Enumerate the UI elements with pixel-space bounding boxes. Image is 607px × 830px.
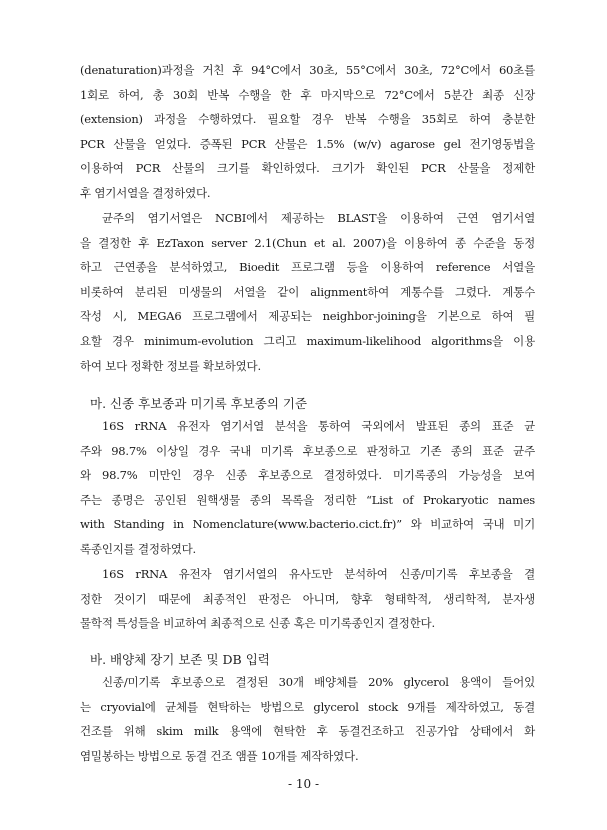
text-line: 요할 경우 minimum-evolution 그리고 maximum-likelihood algorithms을 이용 [80,333,535,348]
text-line: 16S rRNA 유전자 염기서열의 유사도만 분석하여 신종/미기록 후보종을 결 [102,567,535,581]
text-line: (extension) 과정을 수행하였다. 필요할 경우 반복 수행을 35회로 하여 충분한 [80,112,535,127]
phylogeny-paragraph [80,206,535,378]
text-line: 하여 보다 정확한 정보를 확보하였다. [80,358,261,373]
text-line: 후 염기서열을 결정하였다. [80,185,211,200]
text-line: 와 98.7% 미만인 경우 신종 후보종으로 결정하였다. 미기록종의 가능성을 보여 [80,468,535,483]
text-line: 정한 것이기 때문에 최종적인 판정은 아니며, 향후 형태학적, 생리학적, 분자생 [80,591,535,606]
text-line: 이용하여 PCR 산물의 크기를 확인하였다. 크기가 확인된 PCR 산물을 정제한 [80,161,535,176]
text-line: 비롯하여 분리된 미생물의 서열을 같이 alignment하여 계통수를 그렸다. 계통수 [80,284,535,299]
text-line: 록종인지를 결정하였다. [80,541,196,556]
text-line: 을 결정한 후 EzTaxon server 2.1(Chun et al. 2007)을 이용하여 종 수준을 동정 [80,235,535,250]
page-number: - 10 - [287,777,319,791]
text-line: 는 cryovial에 균체를 현탁하는 방법으로 glycerol stock 9개를 제작하였고, 동결 [80,699,535,714]
text-line: 물학적 특성들을 비교하여 최종적으로 신종 혹은 미기록종인지 결정한다. [80,616,435,631]
section-heading-ma: 마. 신종 후보종과 미기록 후보종의 기준 [90,396,308,411]
text-line: 건조를 위해 skim milk 용액에 현탁한 후 동결건조하고 진공가압 상태에서 화 [80,724,535,739]
criteria-paragraph-1 [80,414,535,562]
text-line: 작성 시, MEGA6 프로그램에서 제공되는 neighbor-joining을 기본으로 하여 필 [80,309,535,324]
text-line: 16S rRNA 유전자 염기서열 분석을 통하여 국외에서 발표된 종의 표준 균 [102,419,535,433]
text-line: 신종/미기록 후보종으로 결정된 30개 배양체를 20% glycerol 용액이 들어있 [102,675,535,689]
text-line: 1회로 하여, 총 30회 반복 수행을 한 후 마지막으로 72°C에서 5분간 최종 신장 [80,87,535,102]
text-line: PCR 산물을 얻었다. 증폭된 PCR 산물은 1.5% (w/v) agarose gel 전기영동법을 [80,136,535,151]
text-line: 염밀봉하는 방법으로 동결 건조 앰플 10개를 제작하였다. [80,748,359,763]
criteria-paragraph-2 [80,562,535,636]
text-line: (denaturation)과정을 거친 후 94°C에서 30초, 55°C에서 30초, 72°C에서 60초를 [80,63,535,77]
text-line: 균주의 염기서열은 NCBI에서 제공하는 BLAST을 이용하여 근연 염기서열 [102,211,535,225]
pcr-paragraph [80,58,535,206]
storage-paragraph-1 [80,670,535,768]
text-line: 주는 종명은 공인된 원핵생물 종의 목록을 정리한 “List of Prokaryotic names [80,492,535,507]
text-line: with Standing in Nomenclature(www.bacterio.cict.fr)” 와 비교하여 국내 미기 [80,517,535,532]
text-line: 주와 98.7% 이상일 경우 국내 미기록 후보종으로 판정하고 기존 종의 표준 균주 [80,443,535,458]
section-heading-ba: 바. 배양체 장기 보존 및 DB 입력 [90,652,270,667]
text-line: 하고 근연종을 분석하였고, Bioedit 프로그램 등을 이용하여 reference 서열을 [80,260,535,275]
